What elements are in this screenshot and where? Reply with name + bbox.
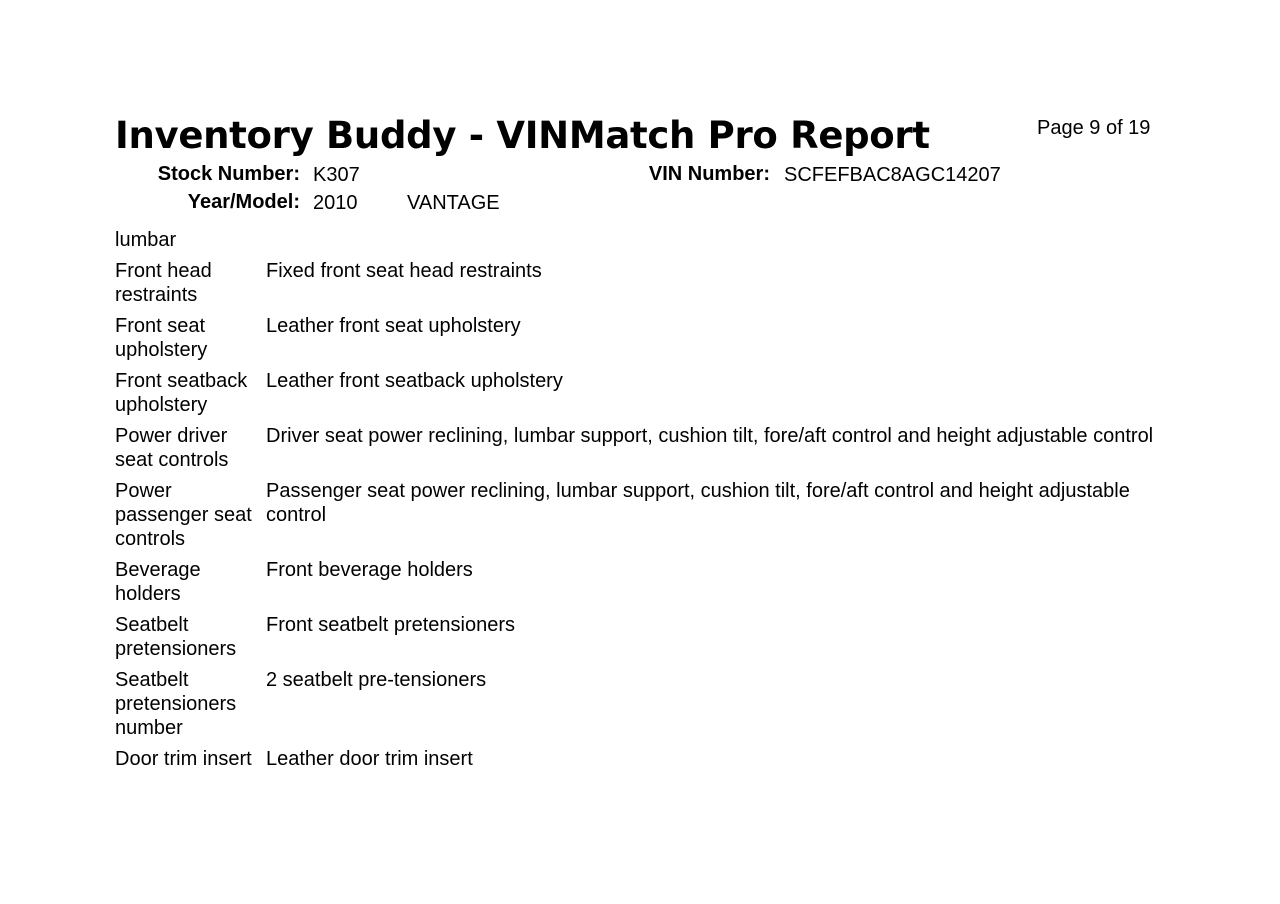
spec-name: Door trim insert [115, 748, 252, 770]
spec-table [115, 228, 1160, 778]
spec-row [115, 369, 1160, 417]
spec-name: Power passenger seat controls [115, 480, 252, 550]
spec-row [115, 314, 1160, 362]
spec-value: Leather door trim insert [266, 748, 473, 770]
vin-number-label: VIN Number: [648, 163, 770, 185]
spec-name: Front seatback upholstery [115, 370, 248, 416]
spec-name: Power driver seat controls [115, 425, 229, 471]
spec-name: Front seat upholstery [115, 315, 208, 361]
stock-number-value: K307 [313, 164, 360, 186]
spec-value: Leather front seat upholstery [266, 315, 521, 337]
spec-name: Front head restraints [115, 260, 212, 306]
spec-row [115, 259, 1160, 307]
spec-value: Leather front seatback upholstery [266, 370, 563, 392]
spec-value: Driver seat power reclining, lumbar support, cushion tilt, fore/aft control and height adjustable control [266, 425, 1154, 447]
spec-value: Passenger seat power reclining, lumbar support, cushion tilt, fore/aft control and height adjustable control [266, 480, 1130, 526]
stock-number-label: Stock Number: [157, 163, 300, 185]
spec-name: Beverage holders [115, 559, 201, 605]
spec-value: Front beverage holders [266, 559, 473, 581]
vin-number-value: SCFEFBAC8AGC14207 [784, 164, 1001, 186]
spec-row [115, 668, 1160, 740]
spec-value: Fixed front seat head restraints [266, 260, 542, 282]
spec-row [115, 424, 1160, 472]
spec-row [115, 747, 1160, 771]
spec-name: Seatbelt pretensioners number [115, 669, 237, 739]
spec-name: Seatbelt pretensioners [115, 614, 237, 660]
model-value: VANTAGE [407, 192, 500, 214]
spec-value: 2 seatbelt pre-tensioners [266, 669, 487, 691]
spec-row [115, 558, 1160, 606]
spec-row [115, 479, 1160, 551]
year-model-label: Year/Model: [187, 191, 300, 213]
page-indicator: Page 9 of 19 [1037, 117, 1151, 139]
continued-text: lumbar [115, 229, 177, 251]
spec-value: Front seatbelt pretensioners [266, 614, 516, 636]
report-title: Inventory Buddy - VINMatch Pro Report [115, 114, 930, 157]
spec-row [115, 613, 1160, 661]
year-value: 2010 [313, 192, 358, 214]
